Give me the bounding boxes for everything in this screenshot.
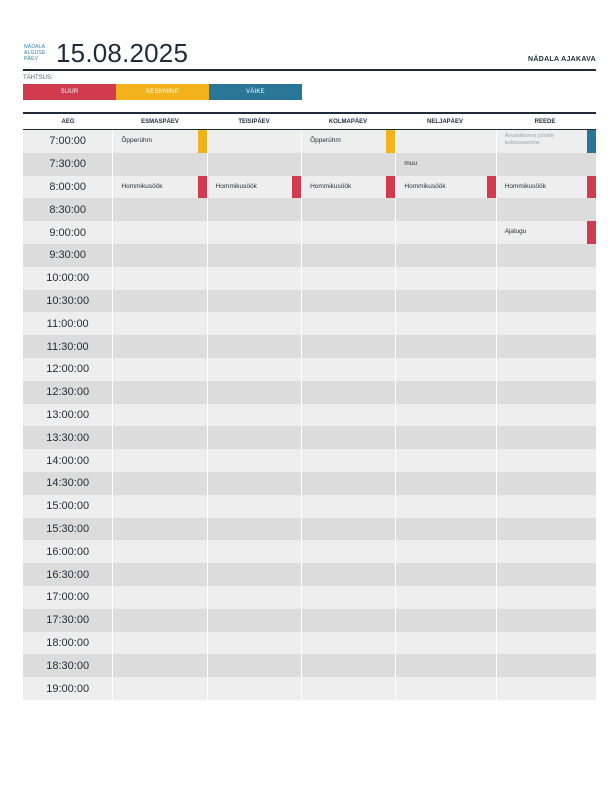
document-title: NÄDALA AJAKAVA — [528, 56, 596, 63]
priority-marker — [386, 176, 395, 199]
header-monday: ESMASPÄEV — [141, 118, 179, 125]
schedule-cell[interactable] — [395, 335, 495, 358]
schedule-cell[interactable] — [395, 404, 495, 427]
schedule-cell[interactable] — [301, 358, 395, 381]
table-row — [23, 335, 596, 358]
event-label: Hommikusöök — [121, 182, 163, 190]
schedule-cell[interactable] — [301, 221, 395, 244]
schedule-cell[interactable] — [207, 358, 301, 381]
time-cell: 11:00:00 — [23, 312, 112, 335]
week-start-label: NÄDALA ALGUSE PÄEV — [24, 44, 46, 62]
schedule-cell[interactable] — [301, 632, 395, 655]
schedule-cell[interactable] — [496, 563, 596, 586]
table-row — [23, 449, 596, 472]
table-row — [23, 358, 596, 381]
time-cell: 9:30:00 — [23, 244, 112, 267]
schedule-cell[interactable] — [496, 244, 596, 267]
table-row — [23, 381, 596, 404]
time-cell: 19:00:00 — [23, 677, 112, 700]
schedule-cell[interactable] — [301, 244, 395, 267]
schedule-cell[interactable] — [112, 518, 206, 541]
schedule-cell[interactable] — [395, 586, 495, 609]
table-row — [23, 563, 596, 586]
time-cell: 7:00:00 — [23, 130, 112, 153]
schedule-cell[interactable] — [207, 654, 301, 677]
schedule-cell[interactable] — [112, 381, 206, 404]
schedule-cell[interactable] — [112, 426, 206, 449]
event-label: Ärivaldkonna juhtide kokkusaamine — [504, 133, 555, 146]
schedule-cell[interactable] — [112, 198, 206, 221]
time-cell: 13:30:00 — [23, 426, 112, 449]
time-cell: 17:30:00 — [23, 609, 112, 632]
schedule-cell[interactable] — [395, 677, 495, 700]
schedule-cell[interactable] — [207, 586, 301, 609]
schedule-cell[interactable] — [301, 290, 395, 313]
schedule-cell[interactable] — [301, 426, 395, 449]
priority-marker — [292, 176, 301, 199]
schedule-cell[interactable] — [112, 654, 206, 677]
schedule-cell[interactable] — [207, 518, 301, 541]
schedule-cell[interactable] — [301, 404, 395, 427]
header-friday: REEDE — [534, 118, 556, 125]
schedule-cell[interactable] — [112, 221, 206, 244]
table-row — [23, 677, 596, 700]
schedule-cell[interactable] — [207, 404, 301, 427]
schedule-cell[interactable] — [112, 563, 206, 586]
legend-low: VÄIKE — [209, 84, 302, 100]
schedule-cell[interactable] — [395, 244, 495, 267]
schedule-cell[interactable] — [207, 563, 301, 586]
schedule-cell[interactable] — [301, 586, 395, 609]
table-row — [23, 244, 596, 267]
event-label: Hommikusöök — [504, 182, 546, 190]
schedule-cell[interactable] — [496, 518, 596, 541]
schedule-cell[interactable] — [301, 381, 395, 404]
priority-marker — [587, 221, 596, 244]
time-cell: 14:30:00 — [23, 472, 112, 495]
time-cell: 8:00:00 — [23, 176, 112, 199]
table-row — [23, 495, 596, 518]
schedule-cell[interactable] — [112, 267, 206, 290]
event-label: Hommikusöök — [404, 182, 446, 190]
schedule-cell[interactable] — [395, 312, 495, 335]
priority-legend — [23, 84, 302, 100]
schedule-cell[interactable] — [301, 472, 395, 495]
schedule-cell[interactable] — [301, 518, 395, 541]
schedule-cell[interactable] — [207, 495, 301, 518]
schedule-cell[interactable] — [496, 609, 596, 632]
schedule-cell[interactable] — [395, 449, 495, 472]
schedule-cell[interactable] — [395, 609, 495, 632]
schedule-cell[interactable] — [496, 586, 596, 609]
schedule-cell[interactable] — [112, 632, 206, 655]
schedule-cell[interactable] — [496, 449, 596, 472]
schedule-cell[interactable] — [395, 632, 495, 655]
time-cell: 16:30:00 — [23, 563, 112, 586]
legend-medium: KESKMINE — [116, 84, 209, 100]
schedule-cell[interactable] — [207, 632, 301, 655]
table-row — [23, 267, 596, 290]
time-cell: 12:30:00 — [23, 381, 112, 404]
schedule-cell[interactable] — [395, 130, 495, 153]
schedule-cell[interactable] — [301, 654, 395, 677]
table-row — [23, 153, 596, 176]
time-cell: 18:30:00 — [23, 654, 112, 677]
priority-caption: TÄHTSUS: — [23, 75, 53, 81]
schedule-cell[interactable] — [496, 312, 596, 335]
schedule-cell[interactable] — [207, 198, 301, 221]
schedule-cell[interactable] — [395, 654, 495, 677]
time-cell: 10:30:00 — [23, 290, 112, 313]
schedule-cell[interactable] — [496, 358, 596, 381]
schedule-cell[interactable] — [395, 472, 495, 495]
schedule-cell[interactable] — [207, 449, 301, 472]
priority-marker — [487, 176, 496, 199]
schedule-cell[interactable] — [301, 153, 395, 176]
schedule-cell[interactable] — [207, 677, 301, 700]
event-label: muu — [404, 159, 418, 167]
schedule-cell[interactable] — [207, 381, 301, 404]
schedule-cell[interactable] — [496, 632, 596, 655]
schedule-cell[interactable] — [112, 540, 206, 563]
table-row — [23, 176, 596, 199]
schedule-cell[interactable] — [301, 540, 395, 563]
table-row — [23, 654, 596, 677]
schedule-cell[interactable] — [301, 677, 395, 700]
event-label: Õpperühm — [121, 137, 153, 144]
table-row — [23, 221, 596, 244]
schedule-cell[interactable] — [207, 312, 301, 335]
table-row — [23, 586, 596, 609]
schedule-cell[interactable] — [112, 290, 206, 313]
schedule-cell[interactable] — [395, 176, 495, 199]
table-row — [23, 472, 596, 495]
time-cell: 10:00:00 — [23, 267, 112, 290]
schedule-cell[interactable] — [112, 358, 206, 381]
schedule-cell[interactable] — [301, 312, 395, 335]
schedule-cell[interactable] — [112, 153, 206, 176]
schedule-cell[interactable] — [112, 449, 206, 472]
header-wednesday: KOLMAPÄEV — [328, 118, 368, 125]
schedule-cell[interactable] — [496, 540, 596, 563]
schedule-cell[interactable] — [301, 449, 395, 472]
header-tuesday: TEISIPÄEV — [238, 118, 270, 125]
schedule-cell[interactable] — [112, 495, 206, 518]
schedule-cell[interactable] — [301, 335, 395, 358]
schedule-cell[interactable] — [207, 130, 301, 153]
schedule-cell[interactable] — [395, 563, 495, 586]
priority-marker — [587, 130, 596, 153]
schedule-cell[interactable] — [207, 426, 301, 449]
table-row — [23, 518, 596, 541]
schedule-cell[interactable] — [112, 130, 206, 153]
event-label: Õpperühm — [310, 137, 341, 144]
time-cell: 8:30:00 — [23, 198, 112, 221]
schedule-cell[interactable] — [395, 426, 495, 449]
time-cell: 9:00:00 — [23, 221, 112, 244]
schedule-cell[interactable] — [496, 267, 596, 290]
schedule-cell[interactable] — [301, 198, 395, 221]
legend-high: SUUR — [23, 84, 116, 100]
schedule-cell[interactable] — [496, 381, 596, 404]
time-cell: 17:00:00 — [23, 586, 112, 609]
schedule-cell[interactable] — [395, 358, 495, 381]
table-row — [23, 130, 596, 153]
schedule-cell[interactable] — [207, 540, 301, 563]
schedule-cell[interactable] — [496, 335, 596, 358]
schedule-cell[interactable] — [395, 290, 495, 313]
schedule-cell[interactable] — [207, 153, 301, 176]
time-cell: 15:30:00 — [23, 518, 112, 541]
time-cell: 14:00:00 — [23, 449, 112, 472]
time-cell: 16:00:00 — [23, 540, 112, 563]
table-row — [23, 632, 596, 655]
schedule-cell[interactable] — [112, 176, 206, 199]
schedule-cell[interactable] — [395, 198, 495, 221]
schedule-cell[interactable] — [112, 472, 206, 495]
schedule-cell[interactable] — [496, 495, 596, 518]
schedule-cell[interactable] — [395, 540, 495, 563]
schedule-cell[interactable] — [301, 130, 395, 153]
time-cell: 13:00:00 — [23, 404, 112, 427]
schedule-cell[interactable] — [207, 176, 301, 199]
schedule-cell[interactable] — [207, 267, 301, 290]
time-cell: 18:00:00 — [23, 632, 112, 655]
schedule-cell[interactable] — [112, 586, 206, 609]
schedule-cell[interactable] — [207, 609, 301, 632]
schedule-cell[interactable] — [496, 176, 596, 199]
event-label: Hommikusöök — [215, 182, 257, 190]
table-row — [23, 198, 596, 221]
schedule-cell[interactable] — [496, 153, 596, 176]
time-cell: 7:30:00 — [23, 153, 112, 176]
table-row — [23, 290, 596, 313]
schedule-cell[interactable] — [395, 221, 495, 244]
schedule-cell[interactable] — [496, 198, 596, 221]
schedule-cell[interactable] — [301, 267, 395, 290]
header-time: AEG — [61, 118, 75, 125]
header-divider — [23, 69, 596, 71]
schedule-cell[interactable] — [207, 221, 301, 244]
schedule-cell[interactable] — [301, 495, 395, 518]
time-cell: 11:30:00 — [23, 335, 112, 358]
schedule-cell[interactable] — [112, 404, 206, 427]
table-header-row — [23, 114, 596, 130]
time-cell: 12:00:00 — [23, 358, 112, 381]
schedule-cell[interactable] — [496, 472, 596, 495]
schedule-cell[interactable] — [496, 677, 596, 700]
schedule-cell[interactable] — [496, 221, 596, 244]
schedule-cell[interactable] — [301, 609, 395, 632]
schedule-cell[interactable] — [395, 518, 495, 541]
schedule-cell[interactable] — [496, 654, 596, 677]
schedule-cell[interactable] — [112, 609, 206, 632]
event-label: Ajalugu — [504, 228, 527, 236]
schedule-cell[interactable] — [301, 563, 395, 586]
schedule-cell[interactable] — [395, 153, 495, 176]
schedule-cell[interactable] — [496, 290, 596, 313]
schedule-cell[interactable] — [395, 267, 495, 290]
table-row — [23, 609, 596, 632]
priority-marker — [386, 130, 395, 153]
priority-marker — [587, 176, 596, 199]
week-date[interactable]: 15.08.2025 — [56, 38, 189, 68]
schedule-cell[interactable] — [395, 495, 495, 518]
schedule-cell[interactable] — [395, 381, 495, 404]
schedule-table — [23, 112, 596, 700]
header-thursday: NELJAPÄEV — [426, 118, 463, 125]
schedule-cell[interactable] — [496, 426, 596, 449]
priority-marker — [198, 176, 207, 199]
schedule-rows — [23, 130, 596, 700]
schedule-cell[interactable] — [112, 244, 206, 267]
schedule-cell[interactable] — [301, 176, 395, 199]
table-row — [23, 540, 596, 563]
event-label: Hommikusöök — [310, 182, 352, 190]
schedule-cell[interactable] — [207, 472, 301, 495]
priority-marker — [198, 130, 207, 153]
schedule-cell[interactable] — [112, 312, 206, 335]
schedule-cell[interactable] — [496, 404, 596, 427]
schedule-cell[interactable] — [496, 130, 596, 153]
schedule-cell[interactable] — [207, 335, 301, 358]
schedule-cell[interactable] — [207, 290, 301, 313]
schedule-cell[interactable] — [112, 335, 206, 358]
table-row — [23, 312, 596, 335]
table-row — [23, 404, 596, 427]
table-row — [23, 426, 596, 449]
schedule-cell[interactable] — [207, 244, 301, 267]
time-cell: 15:00:00 — [23, 495, 112, 518]
schedule-cell[interactable] — [112, 677, 206, 700]
